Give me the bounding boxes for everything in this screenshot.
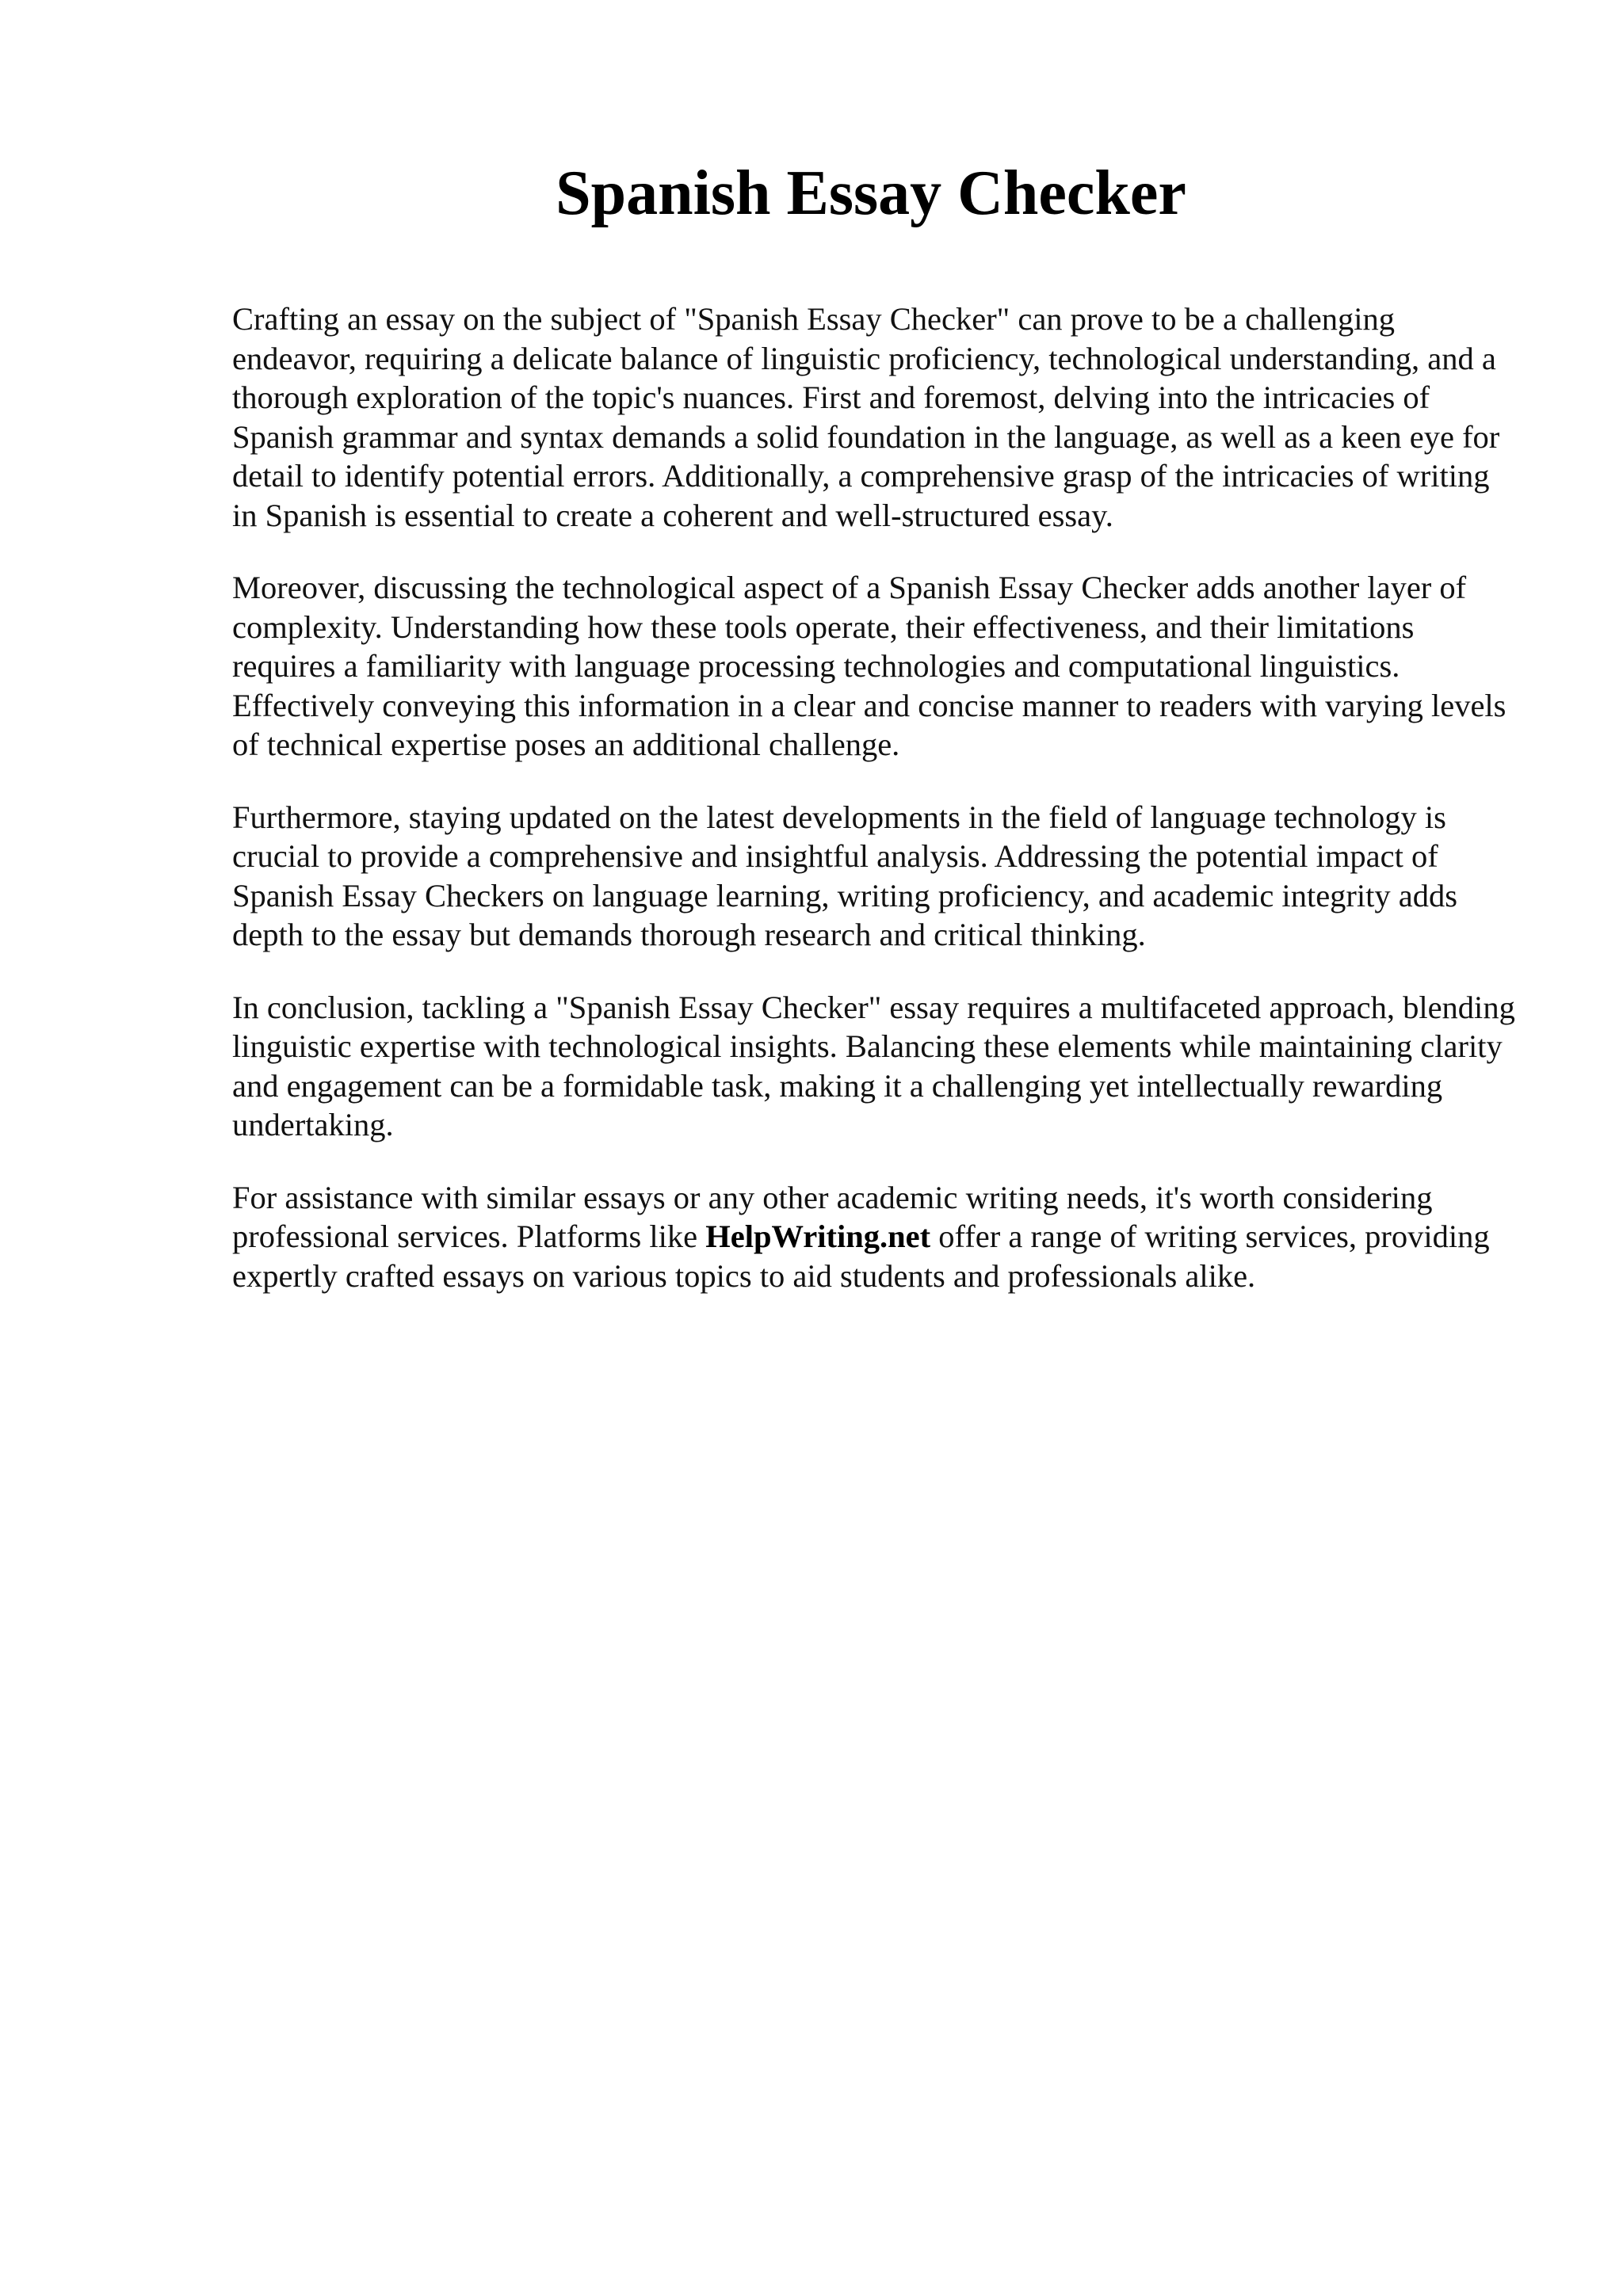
closing-text-after: offer a range of writing services, providing expertly crafted essays on various topics to aid students and professionals alike. [232,1219,1490,1294]
paragraph-technology: Moreover, discussing the technological aspect of a Spanish Essay Checker adds another layer of complexity. Understanding how these tools operate, their effectiveness, and their limitations requires a familiarity with language processing technologies and computational linguistics. Effectively conveying this information in a clear and concise manner to readers with varying levels of technical expertise poses an additional challenge. [232,570,1507,762]
paragraph-developments: Furthermore, staying updated on the latest developments in the field of language technology is crucial to provide a comprehensive and insightful analysis. Addressing the potential impact of Spanish Essay Checkers on language learning, writing proficiency, and academic integrity adds depth to the essay but demands thorough research and critical thinking. [232,799,1458,952]
paragraph-conclusion: In conclusion, tackling a "Spanish Essay Checker" essay requires a multifaceted approach, blending linguistic expertise with technological insights. Balancing these elements while maintaining clarity and engagement can be a formidable task, making it a challenging yet intellectually rewarding undertaking. [232,989,1515,1142]
closing-text-before: For assistance with similar essays or any other academic writing needs, it's worth considering professional services. Platforms like [232,1179,1433,1254]
brand-name: HelpWriting.net [705,1219,931,1254]
document-title: Spanish Essay Checker [556,158,1186,228]
document-body [232,299,1516,1329]
paragraph-intro: Crafting an essay on the subject of "Spanish Essay Checker" can prove to be a challenging endeavor, requiring a delicate balance of linguistic proficiency, technological understanding, and a thorough exploration of the topic's nuances. First and foremost, delving into the intricacies of Spanish grammar and syntax demands a solid foundation in the language, as well as a keen eye for detail to identify potential errors. Additionally, a comprehensive grasp of the intricacies of writing in Spanish is essential to create a coherent and well-structured essay. [232,301,1500,533]
paragraph-closing [232,1178,1516,1296]
